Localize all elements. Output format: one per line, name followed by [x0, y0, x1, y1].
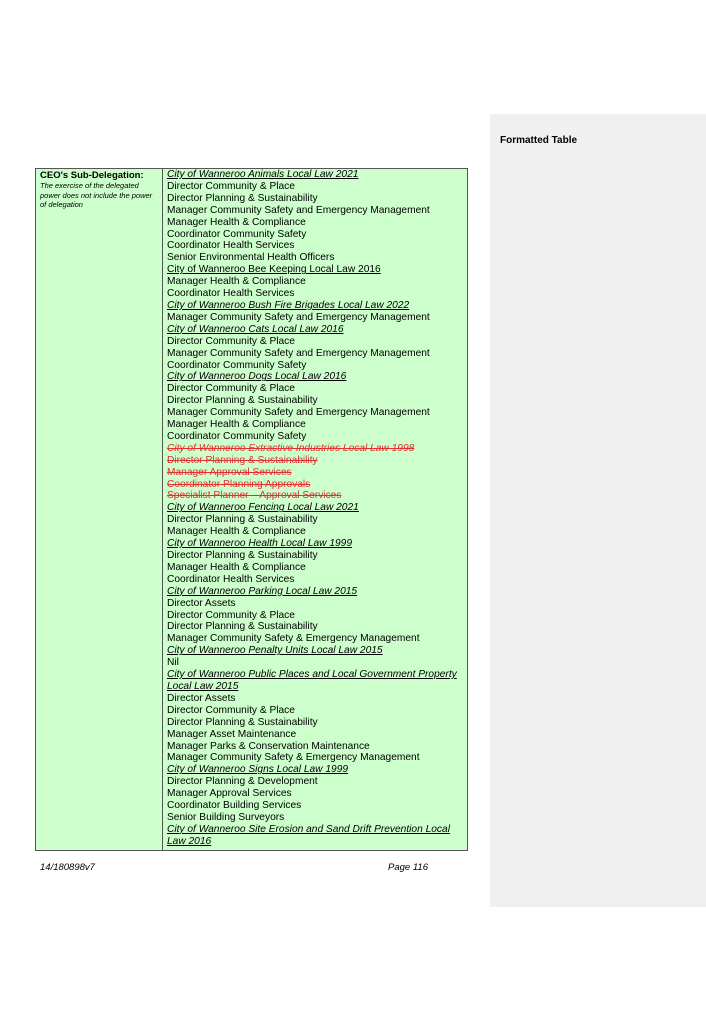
officer-line: Nil	[167, 657, 179, 669]
deleted-officer-line: Manager Approval Services	[167, 466, 292, 478]
officer-line: Manager Health & Compliance	[167, 419, 306, 431]
local-law-heading: City of Wanneroo Extractive Industries Local Law 1998	[167, 442, 415, 454]
officer-line: Director Community & Place	[167, 609, 295, 621]
local-law-heading: City of Wanneroo Bee Keeping Local Law 2016	[167, 264, 381, 276]
comment-title: Formatted Table	[500, 135, 578, 146]
local-law-heading: City of Wanneroo Bush Fire Brigades Local Law 2022	[167, 299, 410, 311]
local-law-heading: City of Wanneroo Signs Local Law 1999	[167, 764, 349, 776]
officer-line: Director Planning & Sustainability	[167, 192, 318, 204]
comment-pane	[490, 114, 706, 907]
officer-line: Manager Health & Compliance	[167, 526, 306, 538]
local-law-heading: City of Wanneroo Penalty Units Local Law 2015	[167, 645, 383, 657]
officer-line: Director Community & Place	[167, 335, 295, 347]
officer-line: Manager Community Safety and Emergency Management	[167, 204, 430, 216]
officer-line: Manager Health & Compliance	[167, 216, 306, 228]
officer-line: Manager Health & Compliance	[167, 561, 306, 573]
officer-line: Director Community & Place	[167, 180, 295, 192]
officer-line: Director Community & Place	[167, 383, 295, 395]
deleted-officer-line: Coordinator Planning Approvals	[167, 478, 311, 490]
officer-line: Coordinator Health Services	[167, 573, 295, 585]
deleted-officer-line: Specialist Planner – Approval Services	[167, 490, 342, 502]
table-row	[36, 169, 468, 851]
officer-line: Manager Community Safety & Emergency Management	[167, 633, 420, 645]
officer-line: Director Planning & Sustainability	[167, 514, 318, 526]
local-law-heading: City of Wanneroo Cats Local Law 2016	[167, 323, 344, 335]
local-law-heading: City of Wanneroo Fencing Local Law 2021	[167, 502, 359, 514]
officer-line: Manager Health & Compliance	[167, 276, 306, 288]
delegation-note: The exercise of the delegated power does not include the power of delegation	[40, 181, 153, 209]
officer-line: Coordinator Health Services	[167, 240, 295, 252]
officer-line: Director Planning & Sustainability	[167, 716, 318, 728]
officer-line: Coordinator Health Services	[167, 288, 295, 300]
officer-line: Manager Community Safety & Emergency Management	[167, 752, 420, 764]
officer-line: Director Assets	[167, 692, 236, 704]
officer-line: Coordinator Community Safety	[167, 228, 307, 240]
officer-line: Senior Building Surveyors	[167, 811, 285, 823]
officer-line: Manager Parks & Conservation Maintenance	[167, 740, 370, 752]
officer-line: Manager Community Safety and Emergency Management	[167, 347, 430, 359]
officer-line: Coordinator Community Safety	[167, 430, 307, 442]
officer-line: Director Planning & Sustainability	[167, 621, 318, 633]
officer-line: Manager Approval Services	[167, 788, 292, 800]
local-law-heading: City of Wanneroo Site Erosion and Sand Drift Prevention Local Law 2016	[167, 823, 450, 847]
page-number: Page 116	[388, 862, 428, 873]
officer-line: Director Assets	[167, 597, 236, 609]
officer-line: Senior Environmental Health Officers	[167, 252, 335, 264]
local-law-heading: City of Wanneroo Public Places and Local Government Property Local Law 2015	[167, 669, 457, 692]
document-reference: 14/180898v7	[40, 862, 95, 873]
officer-line: Director Planning & Development	[167, 776, 318, 788]
local-law-heading: City of Wanneroo Health Local Law 1999	[167, 538, 352, 550]
left-header-cell	[36, 169, 163, 851]
delegation-lines-cell	[163, 169, 468, 851]
local-law-heading: City of Wanneroo Animals Local Law 2021	[167, 169, 359, 180]
officer-line: Director Community & Place	[167, 704, 295, 716]
officer-line: Coordinator Building Services	[167, 800, 302, 812]
officer-line: Manager Asset Maintenance	[167, 728, 297, 740]
officer-line: Coordinator Community Safety	[167, 359, 307, 371]
officer-line: Director Planning & Sustainability	[167, 395, 318, 407]
sub-delegation-heading: CEO's Sub-Delegation:	[40, 170, 144, 181]
officer-line: Director Planning & Sustainability	[167, 550, 318, 561]
local-law-heading: City of Wanneroo Parking Local Law 2015	[167, 585, 358, 597]
officer-line: Manager Community Safety and Emergency Management	[167, 311, 430, 323]
officer-line: Manager Community Safety and Emergency Management	[167, 407, 430, 419]
sub-delegation-table	[35, 168, 468, 851]
deleted-officer-line: Director Planning & Sustainability	[167, 454, 318, 466]
local-law-heading: City of Wanneroo Dogs Local Law 2016	[167, 371, 347, 383]
